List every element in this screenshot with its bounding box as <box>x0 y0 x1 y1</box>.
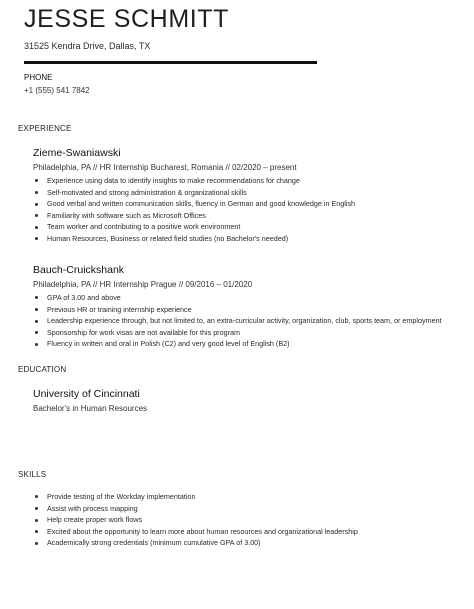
school-name: University of Cincinnati <box>33 388 140 400</box>
bullet-icon <box>35 530 38 533</box>
bullet-icon <box>35 191 38 194</box>
list-item: Fluency in written and oral in Polish (C2) and very good level of English (B2) <box>33 338 453 350</box>
job-detail: Philadelphia, PA // HR Internship Prague // 09/2016 – 01/2020 <box>33 280 253 289</box>
list-item: Excited about the opportunity to learn more about human resources and organizational leadership <box>33 526 453 538</box>
bullet-icon <box>35 237 38 240</box>
bullet-icon <box>35 519 38 522</box>
list-item: Academically strong credentials (minimum cumulative GPA of 3.00) <box>33 537 453 549</box>
list-item: Leadership experience through, but not limited to, an extra-curricular activity, organization, club, sports team, or employment <box>33 315 453 327</box>
list-item: Previous HR or training internship experience <box>33 304 453 316</box>
education-entry <box>33 388 453 415</box>
responsibility-list <box>33 292 453 350</box>
bullet-icon <box>35 343 38 346</box>
bullet-icon <box>35 226 38 229</box>
list-item: Provide testing of the Workday implementation <box>33 491 453 503</box>
list-item: Assist with process mapping <box>33 503 453 515</box>
experience-entry <box>33 147 453 245</box>
list-item: Familiarity with software such as Microsoft Offices <box>33 210 453 222</box>
list-item: Team worker and contributing to a positive work environment <box>33 221 453 233</box>
employer-name: Bauch-Cruickshank <box>33 264 125 276</box>
bullet-icon <box>35 542 38 545</box>
list-item: Sponsorship for work visas are not available for this program <box>33 327 453 339</box>
education-heading: EDUCATION <box>18 365 67 374</box>
bullet-icon <box>35 495 38 498</box>
skills-list <box>33 491 453 549</box>
list-item: Human Resources, Business or related field studies (no Bachelor's needed) <box>33 233 453 245</box>
skills-entry <box>33 490 453 549</box>
responsibility-list <box>33 175 453 245</box>
skills-heading: SKILLS <box>18 470 47 479</box>
list-item: GPA of 3.00 and above <box>33 292 453 304</box>
list-item: Self-motivated and strong administration & organizational skills <box>33 187 453 199</box>
phone-label: PHONE <box>24 73 53 82</box>
bullet-icon <box>35 203 38 206</box>
bullet-icon <box>35 308 38 311</box>
experience-heading: EXPERIENCE <box>18 124 72 133</box>
list-item: Experience using data to identify insights to make recommendations for change <box>33 175 453 187</box>
job-detail: Philadelphia, PA // HR Internship Bucharest, Romania // 02/2020 – present <box>33 163 297 172</box>
degree: Bachelor's in Human Resources <box>33 404 148 413</box>
phone-value: +1 (555) 541 7842 <box>24 86 90 95</box>
bullet-icon <box>35 179 38 182</box>
list-item: Help create proper work flows <box>33 514 453 526</box>
bullet-icon <box>35 320 38 323</box>
employer-name: Zieme-Swaniawski <box>33 147 121 159</box>
bullet-icon <box>35 331 38 334</box>
header-divider <box>24 61 317 64</box>
bullet-icon <box>35 296 38 299</box>
experience-entry <box>33 264 453 350</box>
candidate-name: JESSE SCHMITT <box>24 5 230 33</box>
candidate-address: 31525 Kendra Drive, Dallas, TX <box>24 41 151 51</box>
bullet-icon <box>35 507 38 510</box>
bullet-icon <box>35 214 38 217</box>
list-item: Good verbal and written communication skills, fluency in German and good knowledge in English <box>33 198 453 210</box>
